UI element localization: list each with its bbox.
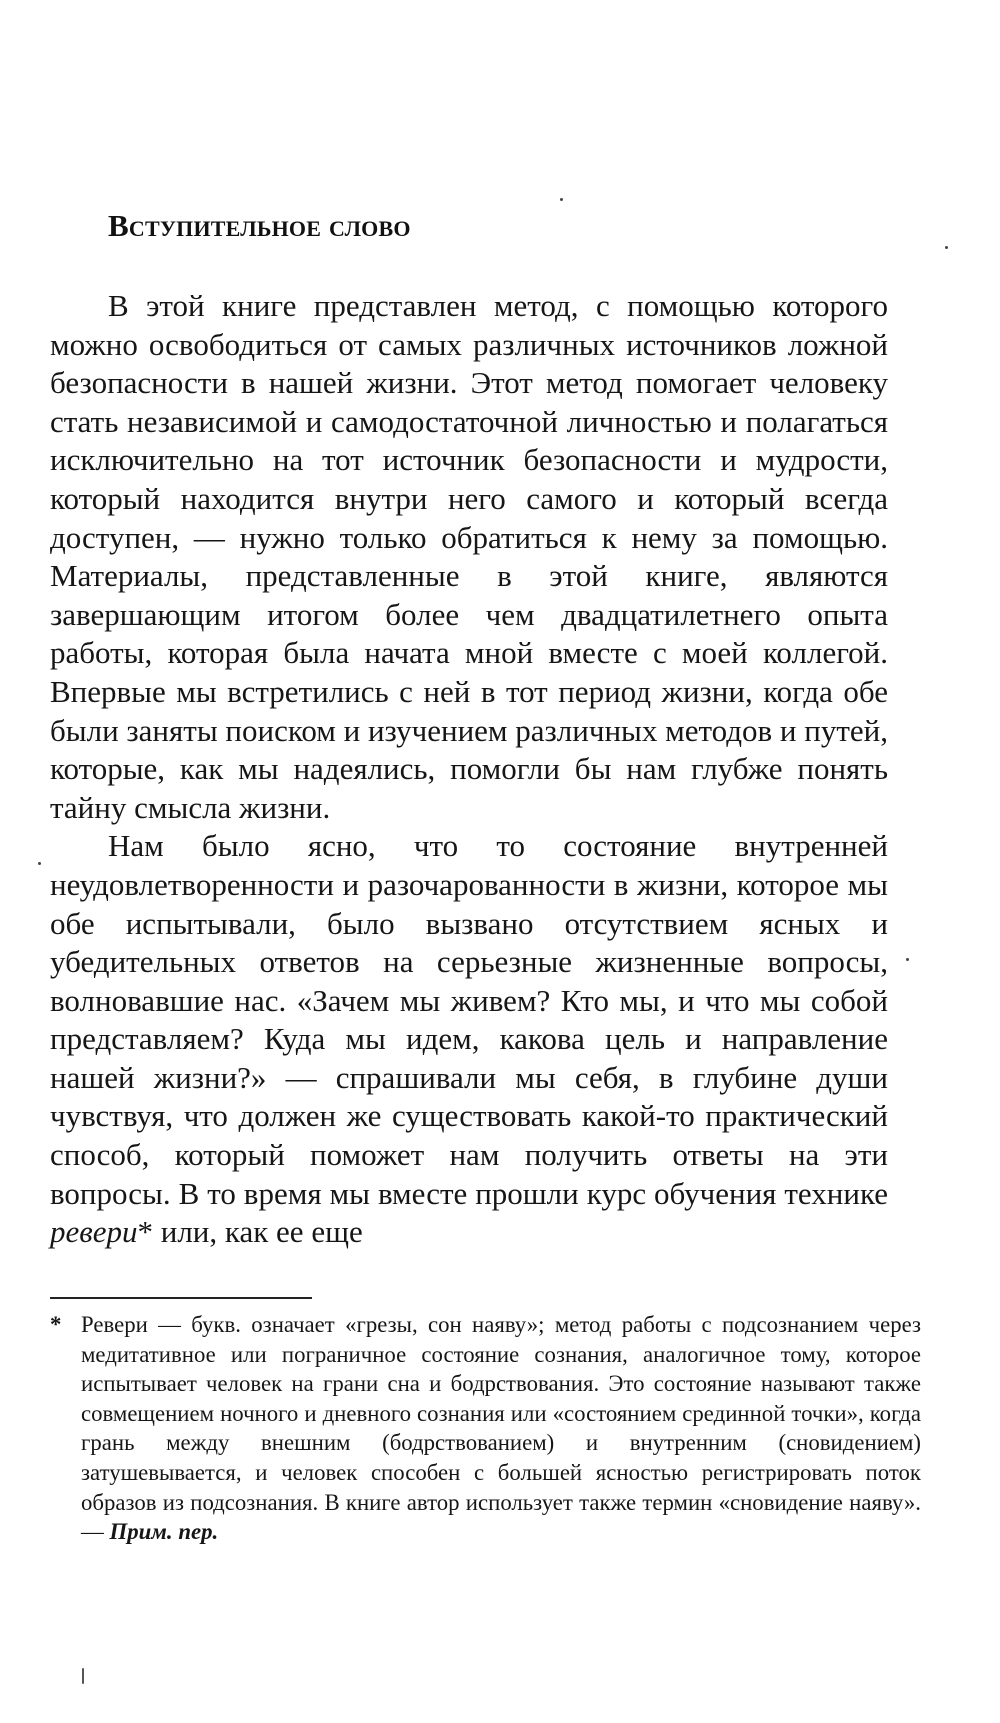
scan-speck (38, 862, 41, 865)
scan-speck (906, 958, 909, 961)
main-text (50, 287, 888, 1252)
footnote-ref: * (137, 1214, 153, 1250)
scan-speck (945, 246, 948, 249)
footnote-marker: * (50, 1312, 62, 1337)
footnote (50, 1310, 921, 1547)
chapter-heading: Вступительное слово (108, 208, 411, 243)
term-reveri: ревери (50, 1214, 138, 1250)
footnote-text: Ревери — букв. означает «грезы, сон наяву»; метод работы с подсознанием через медитативное или пограничное состояние сознания, аналогичное тому, которое испытывает человек на грани сна и бодрствования. Это состояние называют также совмещением ночного и дневного сознания или «состоянием срединной точки», когда грань между внешним (бодрствованием) и внутренним (сновидением) затушевывается, и человек способен с большей ясностью регистрировать поток образов из подсознания. В книге автор использует также термин «сновидение наяву». — (81, 1312, 921, 1545)
paragraph-2-text: Нам было ясно, что то состояние внутренней неудовлетворенности и разочарованности в жизни, которое мы обе испытывали, было вызвано отсутствием ясных и убедительных ответов на серьезные жизненные вопросы, волновавшие нас. «Зачем мы живем? Кто мы, и что мы собой представляем? Куда мы идем, какова цель и направление нашей жизни?» — спрашивали мы себя, в глубине души чувствуя, что должен же существовать какой-то практический способ, который поможет нам получить ответы на эти вопросы. В то время мы вместе прошли курс обучения технике (50, 828, 888, 1211)
scan-speck (560, 198, 563, 201)
paragraph-1: В этой книге представлен метод, с помощью которого можно освободиться от самых различных источников ложной безопасности в нашей жизни. Этот метод помогает человеку стать независимой и самодостаточной личностью и полагаться исключительно на тот источник безопасности и мудрости, который находится внутри него самого и который всегда доступен, — нужно только обратиться к нему за помощью. Материалы, представленные в этой книге, являются завершающим итогом более чем двадцатилетнего опыта работы, которая была начата мной вместе с моей коллегой. Впервые мы встретились с ней в тот период жизни, когда обе были заняты поиском и изучением различных методов и путей, которые, как мы надеялись, помогли бы нам глубже понять тайну смысла жизни. (50, 288, 888, 825)
paragraph-2-tail: или, как ее еще (152, 1214, 363, 1250)
footnote-divider (50, 1297, 312, 1299)
paragraph-2 (50, 827, 888, 1252)
scan-edge-mark (82, 1668, 84, 1684)
translator-note-tag: Прим. пер. (109, 1519, 219, 1545)
